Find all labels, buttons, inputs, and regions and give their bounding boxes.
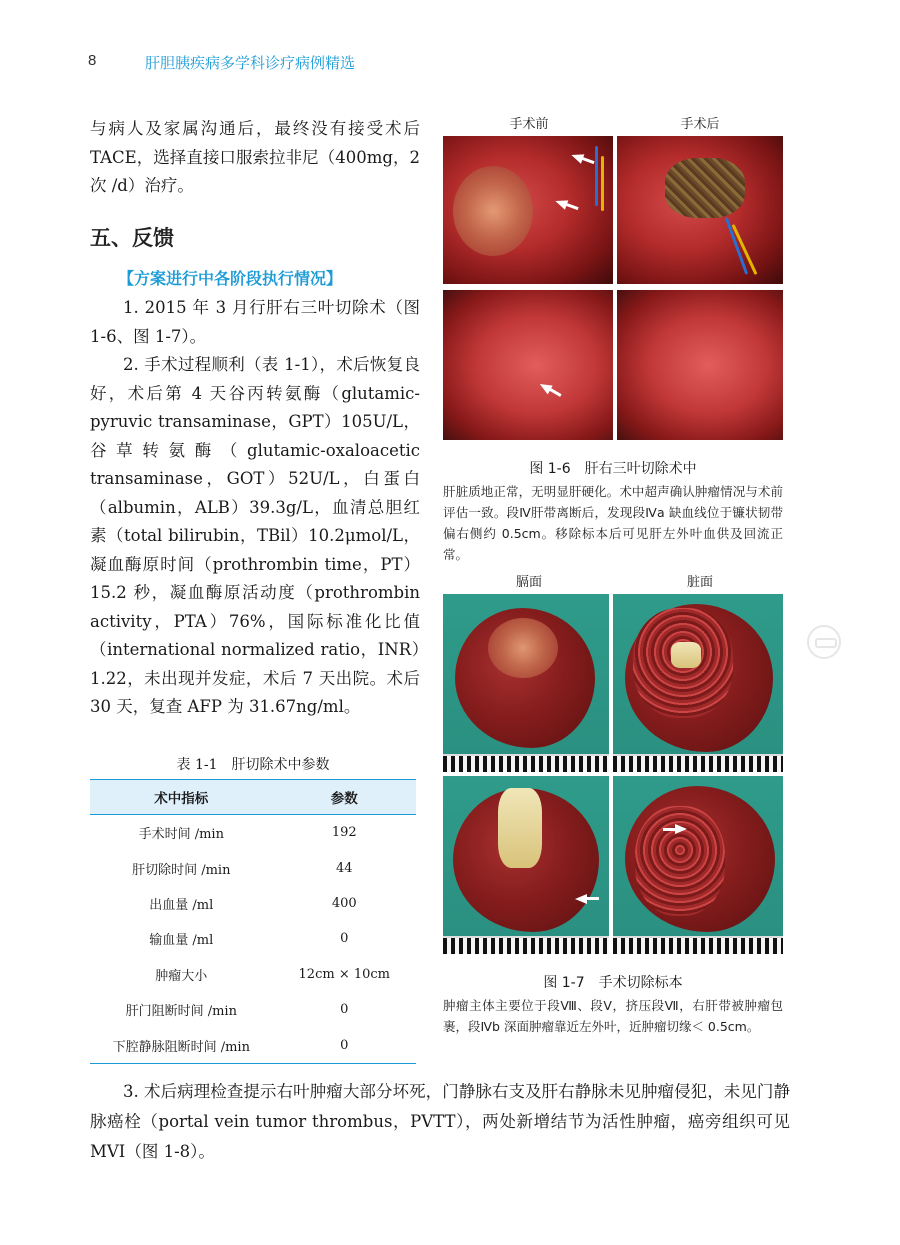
table-cell: 12cm × 10cm [298,966,390,982]
tumor-region [488,618,558,678]
table-cell: 0 [340,1002,349,1018]
figure-label-before: 手术前 [509,117,549,132]
vessel-marker [595,146,598,206]
running-title: 肝胆胰疾病多学科诊疗病例精选 [145,54,356,72]
annotation-arrow-icon [575,894,587,904]
table-header-cell: 术中指标 [90,780,273,815]
item-1: 1. 2015 年 3 月行肝右三叶切除术（图 1-6、图 1-7）。 [90,298,420,346]
table-row [90,921,416,956]
table-row [90,815,416,851]
table-cell: 192 [331,825,357,841]
table-row [90,992,416,1027]
specimen-photo-diaphragmatic-top [443,594,609,772]
table-cell: 400 [331,895,357,911]
table-header-row [90,780,416,815]
results-items [90,294,420,722]
tumor-region [453,166,533,256]
necrotic-area [671,642,701,668]
section-heading: 五、反馈 [90,226,174,250]
table-cell: 手术时间 /min [138,827,224,843]
specimen-photo-visceral-top [613,594,783,772]
cut-section [498,788,542,868]
table-title: 表 1-1 肝切除术中参数 [176,757,330,773]
figure-1-6-caption: 肝脏质地正常，无明显肝硬化。术中超声确认肿瘤情况与术前评估一致。段Ⅳ肝带离断后，发现段Ⅳa 缺血线位于镰状韧带偏右侧约 0.5cm。移除标本后可见肝左外叶血供及回流正常。 [443,484,783,562]
table-cell: 44 [336,860,353,876]
scale-ruler [613,754,783,772]
table-cell: 下腔静脉阻断时间 /min [90,1027,273,1063]
specimen-photo-visceral-bottom [613,776,783,954]
surgery-photo-before-top [443,136,613,284]
table-cell: 肿瘤大小 [155,968,208,984]
side-badge-icon [807,625,841,659]
table-cell: 肝门阻断时间 /min [125,1004,237,1020]
item-2: 2. 手术过程顺利（表 1-1），术后恢复良好，术后第 4 天谷丙转氨酶（glutamic-pyruvic transaminase，GPT）105U/L，谷草转氨酶（glutamic-oxaloacetic transaminase，GOT）52U/L，白蛋白（albumin，ALB）39.3g/L，血清总胆红素（total bilirubin，TBil）10.2μmol/L，凝血酶原时间（prothrombin time，PT）15.2 秒，凝血酶原活动度（prothrombin activity，PTA）76%，国际标准化比值（international normalized ratio，INR）1.22，未出现并发症，术后 7 天出院。术后 30 天，复查 AFP 为 31.67ng/ml。 [90,355,420,716]
figure-label-diaphragmatic: 膈面 [515,575,542,590]
item-3-block [90,1077,790,1167]
paragraph-continued [90,115,420,201]
table-row [90,1027,416,1063]
params-table [90,779,416,1064]
figure-1-6-title: 图 1-6 肝右三叶切除术中 [529,461,697,477]
surgery-photo-before-bottom [443,290,613,440]
annotation-arrow-icon [554,196,569,210]
table-cell: 输血量 /ml [149,933,214,949]
figure-1-7-title: 图 1-7 手术切除标本 [543,975,683,991]
item-3: 3. 术后病理检查提示右叶肿瘤大部分坏死，门静脉右支及肝右静脉未见肿瘤侵犯，未见门静脉癌栓（portal vein tumor thrombus，PVTT），两处新增结节为活性肿瘤，癌旁组织可见 MVI（图 1-8）。 [90,1082,790,1161]
scale-ruler [443,754,609,772]
scale-ruler [613,936,783,954]
figure-label-visceral: 脏面 [686,575,713,590]
specimen-photo-diaphragmatic-bottom [443,776,609,954]
paragraph-text: 与病人及家属沟通后，最终没有接受术后 TACE，选择直接口服索拉非尼（400mg，2 次 /d）治疗。 [90,119,420,195]
resection-surface [665,158,745,218]
table-header-cell: 参数 [273,780,416,815]
table-row [90,957,416,992]
vessel-marker [601,156,604,211]
surgery-photo-after-top [617,136,783,284]
table-cell: 肝切除时间 /min [132,862,231,878]
page-number: 8 [88,52,97,69]
annotation-arrow-icon [570,150,585,164]
table-cell: 出血量 /ml [149,897,214,913]
table-row [90,886,416,921]
annotation-arrow-icon [675,824,687,834]
table-cell: 0 [273,1027,416,1063]
figure-1-7-caption: 肿瘤主体主要位于段Ⅷ、段Ⅴ，挤压段Ⅶ，右肝带被肿瘤包裹，段Ⅳb 深面肿瘤靠近左外叶，近肿瘤切缘＜ 0.5cm。 [443,998,783,1034]
scale-ruler [443,936,609,954]
figure-label-after: 手术后 [680,117,720,132]
table-row [90,850,416,885]
table-cell: 0 [340,931,349,947]
annotation-arrow-icon [537,380,552,395]
sub-heading: 【方案进行中各阶段执行情况】 [118,269,343,288]
tumor-surface [635,806,725,916]
surgery-photo-after-bottom [617,290,783,440]
